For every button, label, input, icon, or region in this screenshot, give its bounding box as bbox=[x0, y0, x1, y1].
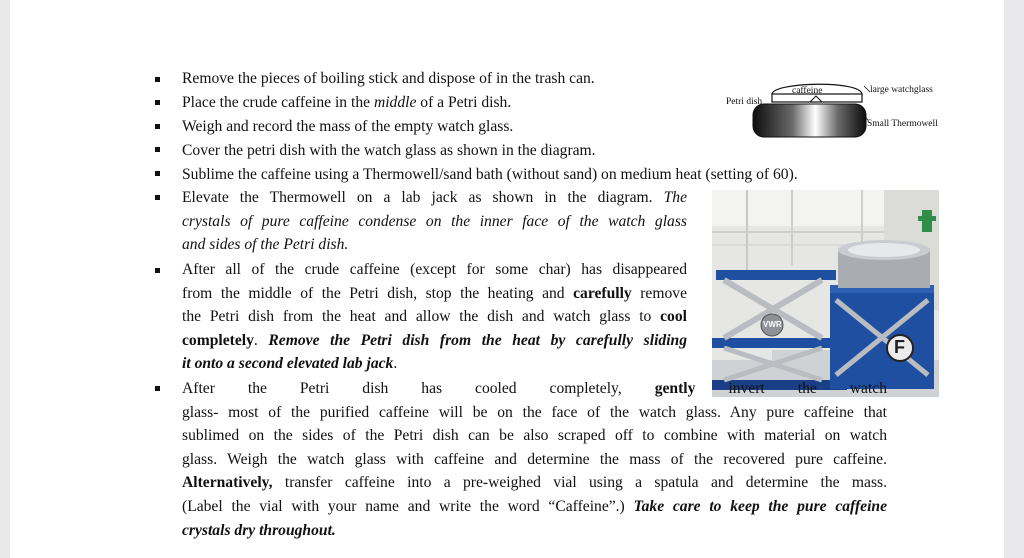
bullet-marker bbox=[155, 268, 160, 273]
text-run: After the Petri dish has cooled completely, bbox=[182, 380, 655, 397]
text-run: transfer caffeine into a pre-weighed vial using a spatula and determine the mass. bbox=[272, 474, 887, 492]
text-run: crystals of pure caffeine condense on the inner face of the watch glass bbox=[182, 212, 687, 230]
text-run: . bbox=[253, 331, 269, 349]
step-cover bbox=[182, 139, 596, 163]
text-line bbox=[182, 233, 348, 257]
small-thermowell-label: Small Thermowell bbox=[867, 119, 938, 129]
step-weigh bbox=[182, 115, 513, 139]
step-place bbox=[182, 91, 511, 115]
text-line bbox=[182, 210, 687, 234]
text-line bbox=[182, 424, 887, 448]
text-run: Remove the Petri dish from the heat by carefully sliding bbox=[268, 331, 688, 349]
large-watchglass-label: large watchglass bbox=[870, 85, 933, 95]
text-line bbox=[182, 258, 687, 282]
petri-dish-label: Petri dish bbox=[726, 97, 763, 107]
text-run: The bbox=[663, 189, 687, 206]
thermowell-shape bbox=[753, 104, 866, 137]
sublimation-diagram bbox=[710, 78, 970, 144]
apparatus-photo-drawing bbox=[712, 190, 939, 397]
text-run: middle bbox=[373, 94, 417, 111]
text-run: and sides of the Petri dish. bbox=[182, 236, 349, 254]
text-run: Take care to keep the pure caffeine bbox=[633, 498, 887, 515]
text-run: the Petri dish from the heat and allow the dish and watch glass to bbox=[182, 308, 661, 326]
text-run: Place the crude caffeine in the bbox=[182, 94, 374, 111]
text-run: (Label the vial with your name and write the word “Caffeine”.) bbox=[182, 498, 634, 515]
text-run: it onto a second elevated lab jack bbox=[182, 355, 394, 373]
text-run: remove bbox=[631, 284, 687, 302]
text-run: After all of the crude caffeine (except for some char) has disappeared bbox=[182, 261, 687, 278]
bullet-marker bbox=[155, 77, 160, 82]
caffeine-label: caffeine bbox=[792, 86, 823, 96]
step-sublime bbox=[182, 163, 798, 187]
fume-hood-badge: F bbox=[894, 337, 905, 357]
text-run: Weigh and record the mass of the empty watch glass. bbox=[182, 118, 514, 135]
text-line bbox=[182, 282, 687, 306]
text-run: of a Petri dish. bbox=[416, 94, 512, 111]
text-run: Remove the pieces of boiling stick and dispose of in the trash can. bbox=[182, 70, 595, 87]
bullet-marker bbox=[155, 171, 160, 176]
text-run: . bbox=[393, 355, 398, 373]
text-run: crystals dry throughout. bbox=[182, 521, 336, 539]
text-line bbox=[182, 448, 887, 472]
text-run: glass. Weigh the watch glass with caffeine and determine the mass of the recovered pure caffeine. bbox=[182, 450, 887, 468]
text-line bbox=[182, 401, 887, 425]
text-run: sublimed on the sides of the Petri dish can be also scraped off to combine with material on watch bbox=[182, 427, 887, 445]
text-run: glass- most of the purified caffeine will be on the face of the watch glass. Any pure caffeine that bbox=[182, 403, 887, 421]
text-line bbox=[182, 471, 887, 495]
text-line bbox=[182, 519, 336, 543]
text-run: gently bbox=[654, 380, 696, 397]
bullet-marker bbox=[155, 386, 160, 391]
text-run: Alternatively, bbox=[182, 474, 273, 492]
text-line bbox=[182, 186, 687, 210]
text-run: from the middle of the Petri dish, stop the heating and bbox=[182, 284, 574, 302]
text-line bbox=[182, 305, 687, 329]
vwr-logo: VWR bbox=[763, 320, 782, 329]
text-run: completely bbox=[182, 331, 254, 349]
text-run: Elevate the Thermowell on a lab jack as shown in the diagram. bbox=[182, 189, 664, 206]
text-line bbox=[182, 495, 887, 519]
document-page bbox=[10, 0, 1004, 558]
text-line bbox=[182, 377, 887, 401]
text-run: cool bbox=[660, 308, 687, 326]
bullet-marker bbox=[155, 124, 160, 129]
bullet-marker bbox=[155, 100, 160, 105]
text-run: Cover the petri dish with the watch glass as shown in the diagram. bbox=[182, 142, 596, 159]
bullet-marker bbox=[155, 195, 160, 200]
text-run: invert the watch bbox=[695, 380, 887, 397]
text-run: carefully bbox=[573, 284, 632, 302]
text-line bbox=[182, 329, 687, 353]
text-run: Sublime the caffeine using a Thermowell/sand bath (without sand) on medium heat (setting of 60). bbox=[182, 166, 798, 183]
step-remove bbox=[182, 67, 595, 91]
bullet-marker bbox=[155, 147, 160, 152]
apparatus-photo bbox=[712, 190, 939, 397]
text-line bbox=[182, 352, 397, 376]
